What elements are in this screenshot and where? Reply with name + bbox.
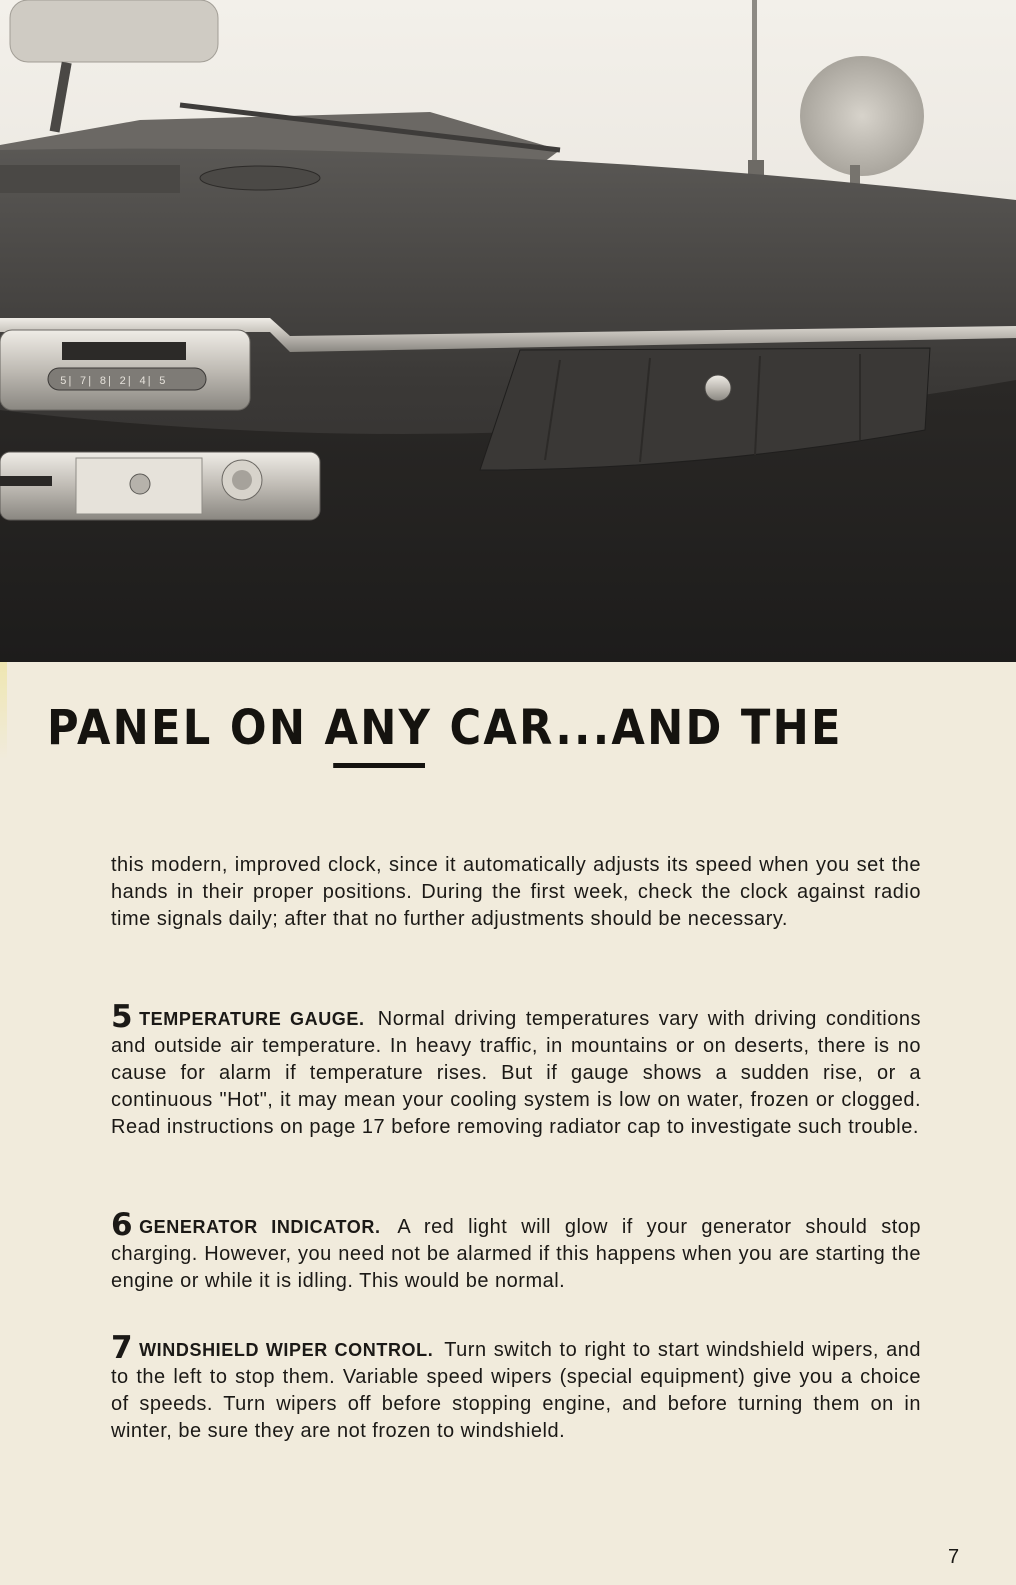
page-headline [47, 700, 893, 756]
svg-text:5| 7| 8| 2| 4| 5: 5| 7| 8| 2| 4| 5 [60, 376, 166, 388]
item-number: 6 [111, 1207, 134, 1243]
item-heading: WINDSHIELD WIPER CONTROL. [139, 1340, 434, 1360]
item-text: A red light will glow if your generator should stop charging. However, you need not be alarmed if this happens when you are starting the engine or while it is idling. This would be normal. [111, 1216, 921, 1292]
rearview-mirror [10, 0, 218, 62]
item-number: 7 [111, 1330, 134, 1366]
item-text: Normal driving temperatures vary with driving conditions and outside air temperature. In heavy traffic, in mountains or on deserts, there is no cause for alarm if temperature rises. But if gauge shows a sudden rise, or a continuous "Hot", it may mean your cooling system is low on water, frozen or clogged. Read instructions on page 17 before removing radiator cap to investigate such trouble. [111, 1008, 921, 1138]
item-heading: GENERATOR INDICATOR. [139, 1217, 381, 1237]
emphasis-underline [334, 763, 425, 768]
item-number: 5 [111, 999, 134, 1035]
side-mirror [800, 56, 924, 176]
item-generator-indicator [111, 1207, 921, 1295]
item-text: Turn switch to right to start windshield wipers, and to the left to stop them. Variable speed wipers (special equipment) give you a choice of speeds. Turn wipers off before stopping engine, and before turning them on in winter, be sure they are not frozen to windshield. [111, 1339, 921, 1442]
intro-paragraph: this modern, improved clock, since it automatically adjusts its speed when you set the hands in their proper positions. During the first week, check the clock against radio time signals daily; after that no further adjustments should be necessary. [111, 854, 921, 930]
item-temperature-gauge [111, 999, 921, 1141]
headline-part-2: CAR...AND THE [432, 700, 843, 756]
item-windshield-wiper-control [111, 1330, 921, 1445]
headline-part-1: PANEL ON [47, 700, 325, 756]
item-heading: TEMPERATURE GAUGE. [139, 1009, 365, 1029]
glove-box-lock [705, 375, 731, 401]
page-number: 7 [948, 1546, 960, 1568]
antenna [752, 0, 757, 170]
headline-emphasis: ANY [325, 700, 433, 756]
car-dashboard-photo [0, 0, 1016, 662]
